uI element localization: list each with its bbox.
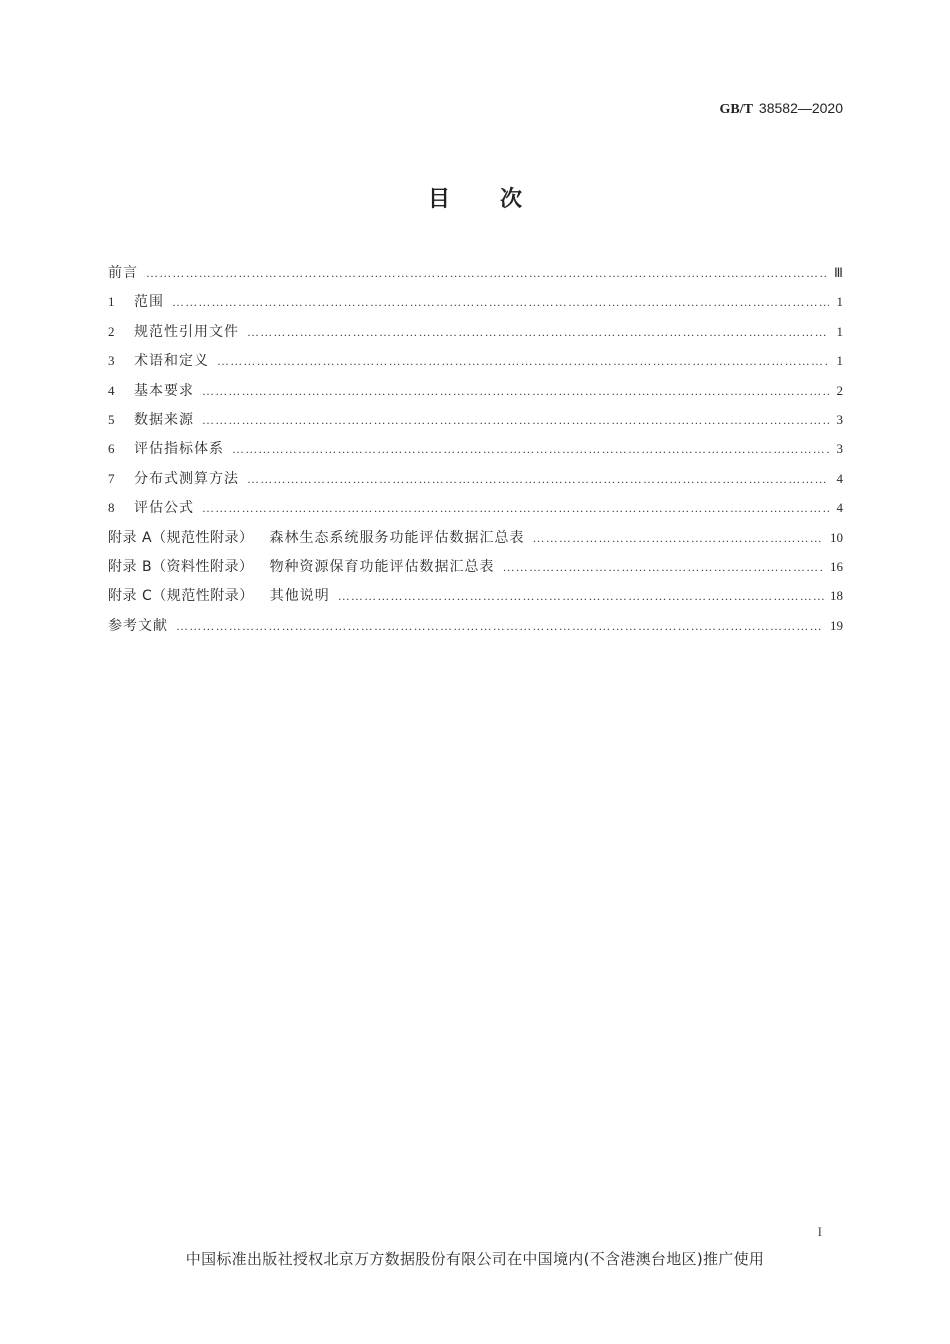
toc-entry-label: 术语和定义 (134, 353, 209, 370)
toc-entry-page: 18 (830, 588, 843, 604)
appendix-title: 其他说明 (269, 588, 330, 605)
toc-leader-dots (202, 406, 829, 435)
toc-entry-label: 范围 (134, 294, 164, 311)
toc-entry-label: 评估指标体系 (134, 441, 224, 458)
toc-entry-number: 1 (108, 294, 115, 310)
toc-leader-dots (338, 582, 824, 611)
toc-leader-dots (202, 377, 829, 406)
toc-entry-number: 8 (108, 500, 115, 516)
toc-leader-dots (247, 318, 829, 347)
toc-leader-dots (146, 259, 828, 288)
toc-entry-number: 3 (108, 353, 115, 369)
toc-entry-foreword[interactable] (108, 258, 843, 287)
toc-entry-label (108, 524, 525, 553)
appendix-prefix: 附录 A（规范性附录） (108, 529, 254, 546)
toc-entry-page: 1 (836, 323, 843, 339)
toc-entry-number: 4 (108, 382, 115, 398)
appendix-title: 森林生态系统服务功能评估数据汇总表 (269, 529, 525, 546)
page-number: I (817, 1224, 822, 1239)
toc-entry-references[interactable] (108, 611, 843, 640)
toc-entry-2[interactable] (108, 317, 843, 346)
footer-authorization-note: 中国标准出版社授权北京万方数据股份有限公司在中国境内(不含港澳台地区)推广使用 (185, 1250, 765, 1268)
toc-entry-7[interactable] (108, 464, 843, 493)
toc-entry-appendix-a[interactable] (108, 523, 843, 552)
standard-prefix: GB/T (719, 102, 753, 117)
toc-entry-page: 4 (836, 470, 843, 486)
appendix-prefix: 附录 B（资料性附录） (108, 558, 254, 575)
toc-entry-page: 10 (830, 529, 843, 545)
appendix-title: 物种资源保育功能评估数据汇总表 (269, 558, 495, 575)
toc-entry-6[interactable] (108, 434, 843, 463)
toc-leader-dots (172, 288, 829, 317)
toc-entry-number: 7 (108, 470, 115, 486)
toc-entry-page: 16 (830, 558, 843, 574)
toc-entry-appendix-b[interactable] (108, 552, 843, 581)
title-char-2: 次 (500, 187, 523, 212)
toc-leader-dots (217, 347, 829, 376)
standard-code (719, 100, 843, 118)
toc-entry-page: 3 (836, 441, 843, 457)
table-of-contents (108, 258, 843, 640)
toc-entry-page: 2 (836, 382, 843, 398)
toc-entry-label (108, 582, 330, 611)
toc-entry-number: 2 (108, 323, 115, 339)
toc-entry-4[interactable] (108, 376, 843, 405)
toc-entry-1[interactable] (108, 287, 843, 316)
toc-entry-3[interactable] (108, 346, 843, 375)
standard-number: 38582—2020 (758, 100, 843, 116)
toc-entry-page: 19 (830, 617, 843, 633)
toc-entry-label: 评估公式 (134, 500, 194, 517)
toc-entry-page: 1 (836, 353, 843, 369)
toc-entry-label: 基本要求 (134, 382, 194, 399)
toc-leader-dots (533, 524, 824, 553)
toc-entry-label: 规范性引用文件 (134, 323, 239, 340)
toc-entry-number: 5 (108, 411, 115, 427)
toc-entry-label: 数据来源 (134, 411, 194, 428)
toc-entry-5[interactable] (108, 405, 843, 434)
toc-leader-dots (247, 465, 829, 494)
title-char-1: 目 (427, 187, 450, 212)
toc-leader-dots (503, 553, 824, 582)
toc-leader-dots (202, 494, 829, 523)
toc-entry-appendix-c[interactable] (108, 581, 843, 610)
toc-entry-number: 6 (108, 441, 115, 457)
toc-entry-label (108, 553, 495, 582)
toc-entry-label: 参考文献 (108, 617, 168, 634)
toc-leader-dots (176, 612, 824, 641)
toc-entry-label: 前言 (108, 265, 138, 281)
toc-entry-page: 3 (836, 411, 843, 427)
appendix-prefix: 附录 C（规范性附录） (108, 588, 254, 605)
page-title (0, 182, 950, 213)
toc-leader-dots (232, 435, 829, 464)
toc-entry-page: Ⅲ (834, 265, 843, 280)
toc-entry-page: 1 (836, 294, 843, 310)
toc-entry-label: 分布式测算方法 (134, 470, 239, 487)
toc-entry-8[interactable] (108, 493, 843, 522)
toc-entry-page: 4 (836, 500, 843, 516)
